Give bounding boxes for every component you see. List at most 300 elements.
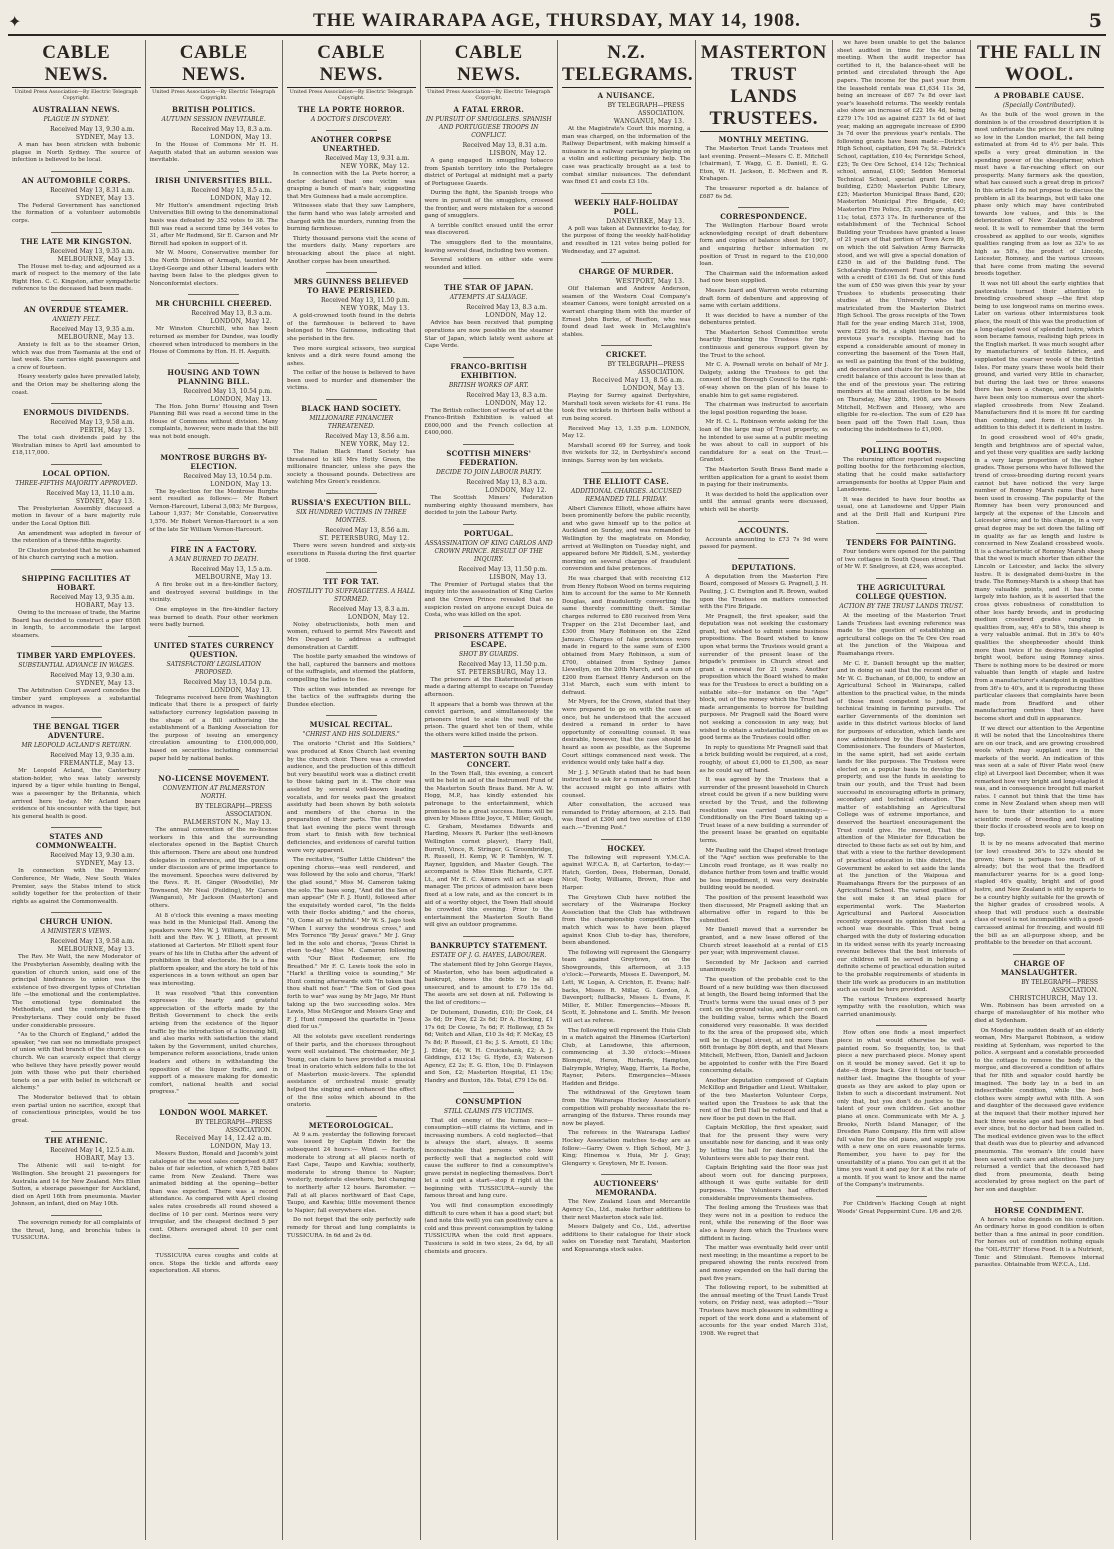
article-divider bbox=[463, 626, 514, 627]
article-paragraph: At the Magistrate's Court this morning, a man was charged, on the information of the Railway Department, with making himself a nuisance in a railway carriage by playing on a violin and soliciting pecuniary help. The case was practically brought as a test to combat similar nuisances. The defendant was fined £1 and costs £3 10s. bbox=[562, 126, 691, 186]
article-place: SYDNEY, May 13. bbox=[75, 860, 135, 868]
article-paragraph: Dr Cluston protested that he was ashamed of his church carrying such a motion. bbox=[12, 547, 141, 562]
article-dateline: Received May 13, 8.3 a.m. bbox=[466, 391, 547, 399]
article-paragraph: Playing for Surrey against Derbyshire, Marshall took seven wickets for 41 runs. He took five wickets in thirteen balls without a run being scored. bbox=[562, 393, 691, 423]
article-subheadline: THREE-FIFTHS MAJORITY APPROVED. bbox=[15, 479, 138, 487]
article bbox=[975, 1206, 1105, 1270]
article bbox=[150, 299, 279, 356]
article-paragraph: Another deputation composed of Captain McKillop and Brigadier and Lieut. Whittaker, of the two Masterton Volunteer Corps, waited upon the Trustees to ask that the rent of the Drill Hall be reduced and that a new floor be put down in the Hall. bbox=[699, 1077, 828, 1122]
article-divider bbox=[463, 278, 514, 279]
article-paragraph: A horse's value depends on his condition. An ordinary horse in good condition is often better than a fine animal in poor condition. For horses out of condition nothing equals the "OIL-RUTH" Horse Food. It is a Nutrient, Tonic and Stimulant. Removes internal parasites. Obtainable from W.F.C.A., Ltd. bbox=[974, 1216, 1104, 1269]
article bbox=[150, 368, 279, 442]
article-divider bbox=[51, 300, 102, 301]
article-paragraph: Mr Myers, for the Crown, stated that they were prepared to go on with the case at once, but he understood that the accused desired a remand in order to have opportunity of consulting counsel. It was desirable, however, that the case should be heard as soon as possible, as the Supreme Court sittings commenced next week. The evidence would only take half a day. bbox=[562, 699, 691, 767]
article-headline: THE ATHENIC. bbox=[44, 1136, 108, 1146]
article-dateline: Received May 13, 9.35 a.m. bbox=[50, 594, 135, 602]
article-dateline: Received May 13, 8.3 a.m. bbox=[466, 479, 547, 487]
article-dateline: Received May 13, 8.56 a.m. bbox=[325, 527, 410, 535]
article-headline: MUSICAL RECITAL. bbox=[309, 720, 393, 730]
article-paragraph: Messrs Izard and Warren wrote returning draft form of debenture and approving of same with certain additions. bbox=[699, 287, 828, 310]
column-4 bbox=[421, 40, 559, 1540]
article bbox=[837, 583, 966, 1019]
article-divider bbox=[188, 171, 239, 172]
article-paragraph: The sovereign remedy for all complaints of the throat, lung, and bronchia tubes is TUSSICURA. bbox=[12, 1219, 141, 1242]
article-paragraph: Telegrams received here from Washington indicate that there is a prospect of fairly satisfactory currency legislation passing in the shape of a Bill authorising the establishment of a Banking Association for the purpose of issuing an emergency circulation amounting to £100,000,000, based on securities including commercial paper held by national banks. bbox=[149, 694, 278, 762]
article-place: DANNEVIRKE, May 13. bbox=[606, 217, 685, 225]
article-paragraph: The position of the present leasehold was then discussed, Mr Pragnell asking that an alternative offer in regard to this be submitted. bbox=[699, 895, 828, 924]
article-paragraph: Captain Brighting said the floor was just about worn out for dancing purposes, although it was quite suitable for drill purposes. The Volunteers had effected considerable improvements themselves. bbox=[699, 1165, 828, 1202]
article-dateline: Received May 13, 8.31 a.m. bbox=[462, 142, 547, 149]
article-headline: LOCAL OPTION. bbox=[42, 468, 111, 478]
article bbox=[837, 40, 966, 435]
article-divider bbox=[463, 746, 514, 747]
article-place: ST. PETERSBURG, May 13. bbox=[456, 668, 547, 676]
article-paragraph: Noisy obstructionists, both men and women, refused to permit Mrs Fawcett and Mrs Despard to address a suffragist demonstration at Cardiff. bbox=[287, 621, 416, 651]
article-divider bbox=[188, 1248, 239, 1249]
column-7 bbox=[833, 40, 971, 1540]
article-dateline: BY TELEGRAPH—PRESS ASSOCIATION. bbox=[195, 803, 272, 819]
article-paragraph: One employee in the fire-kindler factory was burned to death. Four other workmen were badly burned. bbox=[149, 607, 278, 629]
article-paragraph: During the fight, the Spanish troops who were in pursuit of the smugglers, crossed the frontier, and were mistaken for a second gang of smugglers. bbox=[424, 190, 553, 220]
article-headline: HOUSING AND TOWN PLANNING BILL. bbox=[167, 367, 261, 386]
article-headline: MRS GUINNESS BELIEVED TO HAVE PERISHED. bbox=[293, 277, 409, 296]
article-dateline: Received May 13, 8.3 a.m. bbox=[328, 605, 410, 613]
article-divider bbox=[601, 193, 652, 194]
article-paragraph: The returning officer reported respecting polling booths for the forthcoming election, stating that he could make satisfactory arrangements for booths at Upper Plain and Lansdowne. bbox=[837, 456, 966, 494]
article-paragraph: He was charged that with receiving £12 from Henry Robson Wood on terms requiring him to account for the same to Mr Kenneth Douglas, and fraudulently converting the same thereby committing theft. Similar charges referred to £80 received from Vera Trapper on the 21st December last, and £300 from Mary Robinson on the 22nd January. Charges of false pretences were made in regard to the same sum of £300 obtained from Mary Robinson, a sum of £700, obtained from Sydney James Llewellyn, on the 20th March, and a sum of £200 from Earnest Henry Anderson on the 31st March, each sum with intent to defraud. bbox=[562, 575, 691, 696]
columns bbox=[8, 40, 1108, 1540]
article-paragraph: The various Trustees expressed hearty sympathy with the resolution, which was carried unanimously. bbox=[837, 996, 966, 1018]
article-place: MELBOURNE, May 13. bbox=[57, 946, 135, 954]
article-subheadline: SIX HUNDRED VICTIMS IN THREE MONTHS. bbox=[296, 509, 407, 525]
article bbox=[425, 1097, 554, 1257]
article-paragraph: Mr H. C. L. Robinson wrote asking for the loan of the large map of Trust property, as he intended to use same at a public meeting he was about to call in support of his candidature for a seat on the Trust.—Granted. bbox=[699, 419, 828, 464]
article-paragraph: Owing to the increase of trade, the Marine Board has decided to construct a pier 650ft in length, to accommodate the largest steamers. bbox=[12, 610, 141, 639]
article-paragraph: Albert Clarence Elliott, whose affairs have been prominently before the public recently, and who gave himself up to the police at Auckland on Sunday, and was remanded to Wellington by the magistrate on Monday, arrived at Wellington on Tuesday night, and appeared before Mr Riddell, S.M., yesterday morning on several charges of fraudulent conversion and false pretences. bbox=[562, 505, 691, 573]
article-divider bbox=[326, 399, 377, 400]
article-paragraph: Mr Daniell moved that a surrender be granted, and a new lease offered of the Church street leasehold at a rental of £15 per year, with improvement clause. bbox=[699, 927, 828, 957]
article bbox=[562, 91, 691, 187]
article bbox=[425, 362, 554, 438]
article-paragraph: A man has been stricken with bubonic plague in North Sydney. The source of infection is believed to be local. bbox=[12, 142, 141, 164]
article-dateline: Received May 13, 11.50 p.m. bbox=[321, 297, 410, 305]
article bbox=[12, 832, 141, 906]
article-paragraph: The referees in the Wairarapa Ladies' Hockey Association matches to-day are as follow:—Garry Owen v. High School, Mr J. King; Hinemoa v. Huia, Mr J. Gray; Glengarry v. Greytown, Mr E. Iveson. bbox=[562, 1130, 691, 1167]
article-divider bbox=[51, 403, 102, 404]
article-paragraph: It was resolved "that this convention expresses its hearty and grateful appreciation of the efforts made by the British Government to check the evils arising from the existence of the liquor traffic by the introduction of a licensing bill, and also marks with satisfaction the stand taken by the Government, united churches, temperance reform associations, trade union leaders and others in withstanding the opposition of the liquor traffic, and in support of a measure making for domestic comfort, national health and social progress." bbox=[149, 990, 278, 1096]
article-dateline: BY TELEGRAPH—PRESS ASSOCIATION. bbox=[1021, 978, 1098, 994]
article bbox=[562, 1179, 691, 1254]
article-headline: AN AUTOMOBILE CORPS. bbox=[21, 175, 131, 185]
article bbox=[150, 545, 279, 630]
column-1 bbox=[8, 40, 146, 1540]
article-paragraph: Four tenders were opened for the painting of two cottages in South Queen street. That of Mr W. F. Snelgrove, at £24, was accepted. bbox=[837, 549, 966, 571]
article-headline: FIRE IN A FACTORY. bbox=[170, 545, 257, 555]
article-paragraph: The following report, to be submitted at the annual meeting of the Trust Lands Trust voters, on Friday next, was adopted:—"Your Trustees have much pleasure in submitting a report of the work done and a statement of accounts for the year ended March 31st, 1908. We regret that bbox=[699, 1285, 828, 1337]
article-subheadline: ACTION BY THE TRUST LANDS TRUST. bbox=[839, 603, 964, 610]
article bbox=[425, 449, 554, 518]
article-paragraph: "As to the Church of England," added the speaker, "we can see no immediate prospect of union with that branch of the church as a church. We can scarcely expect that clergy who believe they have priestly power would join with those who put their cherished tenets on a par with belief in witchcraft or alchemy." bbox=[12, 1032, 141, 1092]
page-number: 5 bbox=[1088, 10, 1102, 32]
article-subheadline: ESTATE OF J. G. HAYES, LABOURER. bbox=[431, 952, 547, 960]
article-place: LISBON, May 12. bbox=[489, 150, 547, 157]
article-divider bbox=[463, 524, 514, 525]
article bbox=[150, 1108, 279, 1242]
article-paragraph: A gold-crowned tooth found in the debris of the farmhouse is believed to have belonged to Mrs Guinness, indicating that she perished in the fire. bbox=[287, 313, 416, 342]
article-paragraph: The treasurer reported a dr. balance of £687 6s 5d. bbox=[699, 185, 828, 200]
article-subheadline: DECIDE TO JOIN LABOUR PARTY. bbox=[436, 469, 542, 477]
article-subheadline: CONVENTION AT PALMERSTON NORTH. bbox=[162, 785, 265, 801]
article-headline: HOCKEY. bbox=[607, 843, 646, 853]
column-banner: CABLE NEWS. bbox=[12, 42, 141, 88]
article-headline: IRISH UNIVERSITIES BILL. bbox=[155, 175, 273, 185]
article bbox=[12, 1136, 141, 1209]
article-headline: CRICKET. bbox=[605, 350, 647, 360]
article-place: LONDON, May 12. bbox=[485, 399, 547, 407]
article-paragraph: It appears that a bomb was thrown at the convict garrison, and simultaneously the prisoners tried to scale the wall of the prison. The guard shot ten of them, while the others were killed inside the prison. bbox=[424, 701, 553, 738]
article-place: LONDON, May 13. bbox=[210, 686, 272, 694]
article-divider bbox=[326, 272, 377, 273]
article-paragraph: In the House of Commons Mr H. H. Asquith stated that an autumn session was inevitable. bbox=[149, 142, 278, 164]
article-headline: A FATAL ERROR. bbox=[453, 105, 525, 114]
article-subheadline: SUBSTANTIAL ADVANCE IN WAGES. bbox=[18, 662, 135, 670]
article-divider bbox=[188, 636, 239, 637]
article bbox=[562, 198, 691, 256]
article-divider bbox=[326, 493, 377, 494]
article-paragraph: The prisoners at the Ekaterinoslaf prison made a daring attempt to escape on Tuesday afternoon. bbox=[424, 676, 553, 698]
article-subheadline: "CHRIST AND HIS SOLDIERS." bbox=[302, 731, 400, 739]
article-place: MELBOURNE, May 13. bbox=[57, 255, 135, 263]
article-paragraph: The Hon. John Burns' Housing and Town Planning Bill was read a second time in the House of Commons without division. Many complaints, however, were made that the bill was not bold enough. bbox=[149, 403, 278, 441]
article-paragraph: An amendment was adopted in favour of the retention of a three-fifths majority. bbox=[12, 530, 141, 545]
article bbox=[287, 1121, 416, 1240]
article-subheadline: SHOT BY GUARDS. bbox=[459, 650, 519, 658]
article-paragraph: Mr Pauling said the Chapel street frontage of the "Age" section was preferable to the Lincoln road frontage, as it was really no distance further from town and traffic would be less impediment, it was very desirable building would be needed. bbox=[699, 847, 828, 892]
article-place: MELBOURNE, May 13. bbox=[57, 333, 135, 341]
article-divider bbox=[601, 839, 652, 840]
article-headline: METEOROLOGICAL. bbox=[308, 1120, 394, 1130]
article bbox=[700, 135, 829, 201]
wire-credit: United Press Association—By Electric Telegraph Copyright. bbox=[14, 89, 138, 101]
article-dateline: Received May 13, 9.58 a.m. bbox=[50, 938, 135, 946]
article-divider bbox=[876, 1196, 927, 1197]
article-paragraph: Mr Leopold Acland, the Canterbury station-holder, who was lately severely injured by a tiger while hunting in Bengal, was a passenger by the Britannia, which arrived here to-day. Mr Acland bears evidence of his encounter with the tiger, but his general health is good. bbox=[12, 768, 141, 820]
article-paragraph: Marshall scored 69 for Surrey, and took five wickets for 32, in Derbyshire's second innings. Surrey won by ten wickets. bbox=[562, 442, 691, 465]
article-subheadline: ANXIETY FELT. bbox=[52, 315, 101, 323]
article-paragraph: Witnesses state that they saw Lamphere, the farm hand who was lately arrested and charged with the murders, running from the burning farmhouse. bbox=[287, 203, 416, 233]
article-paragraph: It was agreed by the Trustees that a surrender of the present leasehold in Church street could be given if a new building were erected by the Trust, and the following resolution was carried unanimously:—Conditionally on the Fire Board taking up a Trust lease of a new building a surrender of the present lease be granted on equitable terms. bbox=[699, 777, 828, 844]
article-headline: THE LATE MR KINGSTON. bbox=[20, 236, 132, 246]
article-subheadline: MILLIONAIRE FINANCIER THREATENED. bbox=[309, 415, 394, 431]
article-place: ST. PETERSBURG, May 12. bbox=[319, 535, 410, 543]
article-paragraph: A fire broke out in a fire-kindler factory, and destroyed several buildings in the vicinity. bbox=[149, 582, 278, 604]
article-paragraph: Mr Pragnell, the first speaker, said the deputation was not seeking the customary grant, but wished to submit some business propositions. The Board wished to know upon what terms the Trustees would grant a surrender of the present lease of the brigade's premises in Church street and grant a renewal for 21 years. Another proposition which the Board wished to make was for the Trustees to erect a building on a suitable site—for instance on the "Age" block, out of the money which the Trust had made arrangements to borrow for building purposes. Mr Pragnell said the Board were not seeking a concession in any way, but wished to obtain a substantial building on as good terms as the Trustees could offer. bbox=[699, 613, 828, 742]
article-place: LONDON, May 12. bbox=[485, 312, 547, 320]
article-subheadline: STILL CLAIMS ITS VICTIMS. bbox=[443, 1107, 534, 1115]
article-divider bbox=[51, 569, 102, 570]
article bbox=[287, 105, 416, 124]
article-dateline: Received May 13, 8.3 a.m. bbox=[191, 126, 272, 133]
article-divider bbox=[738, 521, 789, 522]
article-headline: DEPUTATIONS. bbox=[731, 562, 796, 572]
article-headline: MONTROSE BURGHS BY-ELECTION. bbox=[160, 452, 268, 471]
article-place: PALMERSTON N., May 13. bbox=[183, 819, 272, 827]
article-headline: STATES AND COMMONWEALTH. bbox=[35, 832, 117, 851]
article-paragraph: The Chairman said the information asked had now been supplied. bbox=[699, 270, 828, 285]
article-subheadline: PLAGUE IN SYDNEY. bbox=[43, 116, 110, 123]
article-subheadline: AUTUMN SESSION INEVITABLE. bbox=[161, 116, 266, 123]
article-paragraph: At 8 o'clock this evening a mass meeting was held in the Municipal Hall. Among the speakers were Mrs W. J. Williams, Rev. F. W. Isitt and the Rev. W. J. Elliott, at present stationed at Carterton. Mr Elliott spent four years of his life in Clutha after the advent of prohibition in that electorate. He is a fine platform speaker, and the story he told of his experiences in a town without an open bar was interesting. bbox=[149, 912, 278, 987]
article-divider bbox=[326, 130, 377, 131]
article-divider bbox=[463, 1092, 514, 1093]
article-headline: CORRESPONDENCE. bbox=[720, 212, 808, 222]
article-divider bbox=[601, 262, 652, 263]
article-divider bbox=[51, 912, 102, 913]
article-paragraph: Messrs Buxton, Ronald and Jacomb's joint catalogue of the wool sales comprised 6,887 bales of fair selection, of which 5,785 bales came from New Zealand. There was animated bidding at the opening—better than was expected. There was a record attendance. As compared with April closing sales rates crossbreds all round showed a decline of 10 per cent. Merinos were very irregular, and the cheapest declined 5 per cent. Others averaged about 10 per cent decline. bbox=[149, 1150, 278, 1241]
article-place: CHRISTCHURCH, May 13. bbox=[1009, 994, 1098, 1002]
article-subheadline: ASSASSINATION OF KING CARLOS AND CROWN PRINCE. RESULT OF THE INQUIRY. bbox=[424, 539, 553, 563]
article-paragraph: Thirty thousand persons visit the scene of the murders daily. Many reporters are bivouacking about the place at night. Another corpse has been unearthed. bbox=[287, 235, 416, 265]
article-paragraph: The question of the probable cost to the Board of a new building was then discussed at length, the Board being informed that the Trust's terms were the usual ones of 5 per cent. on the ground value, and 8 per cent. on the building value, terms which the Board considered very reasonable. It was decided to fix the area of the proposed site, which will be in Chapel street, at not more than 66ft frontage by 80ft depth, and that Messrs Mitchell, McEwen, Eton, Daniell and Jackson be appointed to confer with the Fire Board concerning details. bbox=[699, 977, 828, 1075]
article-paragraph: The Premier of Portugal states that the inquiry into the assassination of King Carlos and the Crown Prince revealed that no suspicion rested on anyone except Duica de Costa, who was killed on the spot. bbox=[424, 581, 553, 619]
article-place: NEW YORK, May 12. bbox=[340, 163, 410, 170]
article-place: LISBON, May 13. bbox=[489, 573, 547, 581]
article-subheadline: MR LEOPOLD ACLAND'S RETURN. bbox=[21, 742, 132, 750]
article-paragraph: Advice has been received that pumping operations are now possible on the steamer Star of Japan, which lately went ashore at Cape Verde. bbox=[424, 320, 553, 350]
article-dateline: Received May 14, 12.5 a.m. bbox=[50, 1147, 135, 1155]
article bbox=[287, 135, 416, 266]
column-3 bbox=[283, 40, 421, 1540]
article bbox=[12, 305, 141, 397]
article-paragraph: Two more surgical scissors, two surgical knives and a dirk were found among the ashes. bbox=[287, 345, 416, 367]
article bbox=[425, 941, 554, 1086]
article bbox=[562, 844, 691, 1169]
article-divider bbox=[51, 1131, 102, 1132]
article-paragraph: The Rev. Mr Watt, the new Moderator of the Presbyterian Assembly, dealing with the question of church union, said one of the principal hindrances to union was the existence of two divergent types of Christian life —the emotional and the contemplative. The emotional type dominated the Methodists, and the contemplative the Presbyterians. They could only be fused under considerable pressure. bbox=[12, 954, 141, 1029]
article bbox=[287, 277, 416, 393]
article-subheadline: A MAN BURNED TO DEATH. bbox=[169, 556, 259, 564]
article bbox=[425, 529, 554, 620]
article-paragraph: Olif Haleman and Andrew Anderson, seamen of the Western Coal Company's steamer Canoes, were tonight arrested on a warrant charging them with the murder of Ernest John Burke, of Reefton, who was found dead last week in McLaughlin's stables. bbox=[562, 286, 691, 338]
article-headline: PORTUGAL. bbox=[463, 528, 514, 538]
article-paragraph: The Arbitration Court award concedes the timber yard employees a substantial advance in wages. bbox=[12, 688, 141, 710]
article-divider bbox=[326, 1116, 377, 1117]
article-headline: SHIPPING FACILITIES AT HOBART. bbox=[21, 574, 131, 593]
article-headline: ACCOUNTS. bbox=[738, 525, 789, 535]
article-headline: FRANCO-BRITISH EXHIBITION. bbox=[450, 361, 528, 380]
article-divider bbox=[188, 448, 239, 449]
article-divider bbox=[51, 717, 102, 718]
article-paragraph: A poll was taken at Dannevirke to-day, for the purpose of fixing the weekly half-holiday and resulted in 121 votes being polled for Wednesday, and 27 against. bbox=[562, 225, 691, 255]
article bbox=[562, 350, 691, 465]
article-headline: WEEKLY HALF-HOLIDAY POLL. bbox=[574, 197, 679, 216]
article-paragraph: The Greytown Club have notified the secretary of the Wairarapa Hockey Association that the Club has withdrawn from the championship competition. The match which was to have been played against Knox Club to-day has, therefore, been abandoned. bbox=[562, 894, 691, 947]
article-dateline: Received May 13, 9.58 a.m. bbox=[50, 419, 135, 427]
article-place: Received May 13, 8.56 a.m. LONDON, May 13. bbox=[592, 377, 685, 393]
article-paragraph: At the meeting of the Masterton Trust Lands Trustees last evening reference was made to the question of establishing an agricultural college on the Te Ore Ore road at the junction of the Waipoua and Ruamahanga rivers. bbox=[837, 613, 966, 657]
article-paragraph: Wm. Robinson has been arrested on a charge of manslaughter of his mother who died at Sydenham. bbox=[974, 1002, 1104, 1024]
article-place: SYDNEY, May 13. bbox=[75, 134, 135, 141]
article bbox=[12, 651, 141, 711]
article-paragraph: Mr Hutton's amendment rejecting Irish Universities Bill owing to the denominational basis was defeated by 352 votes to 38. The Bill was read a second time by 344 votes to 31, after Mr Redmond, Sir E. Carson and Mr Birrell had spoken in support of it. bbox=[149, 202, 278, 247]
article bbox=[700, 563, 829, 1339]
article-paragraph: The statement filed by John George Hayes, of Masterton, who has been adjudicated a bankrupt, shows the debts to be all unsecured, and to amount to £79 15s 6d. The assets are set down at nil. Following is the list of creditors:— bbox=[424, 962, 553, 1006]
article-paragraph: Mr W. Moore, Conservative member for the North Division of Armagh, taunted Mr Lloyd-George and other Liberal leaders with having been false to the pledges given to Nonconformist electors. bbox=[149, 250, 278, 287]
article-paragraph: It was decided to hold the application over until the annual grants were discussed, which will be shortly. bbox=[699, 491, 828, 513]
article bbox=[700, 212, 829, 514]
article-divider bbox=[876, 441, 927, 442]
article-paragraph: After consultation, the accused was remanded to Friday afternoon, at 2.15. Bail was fixed at £300 and two sureties of £150 each.—"Evening Post." bbox=[562, 802, 691, 831]
article-subheadline: ATTEMPTS AT SALVAGE. bbox=[449, 294, 528, 302]
article-place: NEW YORK, May 13. bbox=[340, 305, 410, 313]
article bbox=[287, 720, 416, 1110]
article-paragraph: The following will represent Y.M.C.A. against W.F.C.A. B, at Carterton, to-day:—Hatch, Gordon, Dees, Hoberman, Donald, Nicol, Tooby, Williams, Brown, Hue and Harper. bbox=[562, 854, 691, 891]
article-headline: THE AGRICULTURAL COLLEGE QUESTION. bbox=[855, 583, 947, 601]
article-divider bbox=[51, 171, 102, 172]
article-paragraph: Do not forget that the only perfectly safe remedy for throat and lung complaints is TUSSICURA. In 6d and 2s 6d. bbox=[287, 1217, 416, 1239]
article-paragraph: It was decided to have a number of the debentures printed. bbox=[699, 312, 828, 327]
article-dateline: Received May 13, 8.5 a.m. bbox=[191, 186, 272, 194]
article-place: LONDON, May 13. bbox=[210, 480, 272, 488]
article-divider bbox=[463, 444, 514, 445]
article-paragraph: The Athenic will sail to-night for Wellington. She brought 21 passengers for Australia and 14 for New Zealand. Mrs Ellen Sutton, a steerage passenger for Auckland, died on April 16th from pneumonia. Master Johnson, an infant, died on May 10th. bbox=[12, 1163, 141, 1208]
article-divider bbox=[188, 363, 239, 364]
article-paragraph: It is by no means advocated that merino (or low) crossbred 36's to 32's should be grown; there is perhaps too much of it already; but the wool that the Bradford manufacturer yearns for is a good long-stapled 46's quality, bright and of good lustre, and New Zealand is still by experts to be a country highly suitable for the growth of the higher grades of crossbred wools. A sheep that will produce such a desirable class of wool is not incompatible with a good-carcassed animal for freezing, and would fill the bill as an all-purpose sheep, and be profitable to the breeder on that account. bbox=[974, 841, 1104, 947]
article-paragraph: The by-election for the Montrose Burghs sent resulted as follows:— Mr Robert Vernon-Harcourt, Liberal 3,083; Mr Burgess, Labour 1,937; Mr Constable, Conservative 1,576. Mr Robert Vernon-Harcourt is a son of the late Sir William Vernon-Harcourt. bbox=[149, 488, 278, 533]
article-headline: THE ELLIOTT CASE. bbox=[583, 476, 670, 486]
article-paragraph: Heavy westerly gales have prevailed lately, and the Orion may be sheltering along the coast. bbox=[12, 374, 141, 396]
article-dateline: Received May 13, 1.5 a.m. bbox=[191, 566, 272, 574]
article-paragraph: Messrs Dalgety and Co., Ltd., advertise additions to their catalogue for their stock sales on Tuesday next Taratahi, Masterton and Kopuaranga stock sales. bbox=[562, 1224, 691, 1253]
article-paragraph: Mr Winston Churchill, who has been returned as member for Dundee, was loudly cheered when introduced to members in the House of Commons by Hon. H. H. Asquith. bbox=[149, 326, 278, 356]
article-paragraph: Accounts amounting to £73 7s 9d were passed for payment. bbox=[699, 536, 828, 551]
article-headline: BANKRUPTCY STATEMENT. bbox=[430, 941, 548, 951]
article-dateline: Received May 13, 9.30 a.m. bbox=[50, 852, 135, 860]
article-dateline: Received May 13, 10.54 p.m. bbox=[183, 387, 272, 395]
article-paragraph: At 9 a.m. yesterday the following forecast was issued by Captain Edwin for the subsequent 24 hours:— Wind. — Easterly, moderate to strong at all places north of East Cape, Taupo and Kawhia; southerly, moderate to strong thence to Napier; westerly, moderate elsewhere, but changing to northerly after 12 hours. Barometer. — Fall at all places northward of East Cape, Taupo, and Kawhia; little movement thence to Napier; fall everywhere else. bbox=[287, 1131, 416, 1214]
article-divider bbox=[51, 232, 102, 233]
article-headline: POLLING BOOTHS. bbox=[860, 445, 942, 455]
newspaper-title: THE WAIRARAPA AGE, THURSDAY, MAY 14, 1908. bbox=[313, 10, 801, 31]
article-place: LONDON, May 13. bbox=[210, 134, 272, 141]
article-paragraph: The Scottish Miners' Federation numbering eighty thousand members, has decided to join the Labour Party. bbox=[424, 495, 553, 517]
article-place: PERTH, May 13. bbox=[79, 427, 135, 435]
article-divider bbox=[326, 715, 377, 716]
article-divider bbox=[1013, 1201, 1065, 1202]
article-paragraph: The Federal Government has sanctioned the formation of a volunteer automobile corps. bbox=[12, 202, 141, 224]
column-banner: CABLE NEWS. bbox=[425, 42, 554, 88]
article-headline: CHARGE OF MURDER. bbox=[578, 267, 674, 277]
article-paragraph: The cellar of the house is believed to have been used to murder and dismember the victims. bbox=[287, 370, 416, 392]
article-paragraph: In good crossbred wool of 40's grade, length and brightness are of special value, and yet these very qualities are sadly lacking in a very large proportion of the higher grades. Those persons who have followed the trend of cross-breeding during recent years cannot but have noticed the very large number of Romney Marsh rams that have been used in crossing. The popularity of the Romney has been very pronounced and largely at the expense of the Lincoln and Leicester sires; and to this change, in a very great degree may be set down the falling off in quality as far as length and lustre is concerned in New Zealand crossbred wools. It is a characteristic of Romney Marsh sheep that the wool is much shorter than either the Lincoln or Leicester, and lacks the silvery lustre. It is designated demi-lustre in the trade. The Romney-Marsh is a sheep that has many valuable points, and it has come largely into fashion, as it is asserted that the cross gives robustness of constitution to other less hardy breeds, and in producing medium crossbred grades ranging in qualities from, say, 46's to 58's, this sheep is a very valuable animal. But in 36's to 40's qualities the sheepbreeder should think more than twice if he desires long-stapled bright wool, before using Romney sires. There is nothing more to be desired or more valuable than length of staple and lustre from a manufacturer's standpoint in qualities from 36's to 40's, and it is reproducing these particular classes that complaints have been made from Bradford and other manufacturing centres that they have become short and dull in appearance. bbox=[974, 434, 1104, 722]
article bbox=[150, 1253, 279, 1276]
article-paragraph: This action was intended as revenge for the tactics of the suffragists during the Dundee election. bbox=[287, 686, 416, 708]
article bbox=[975, 959, 1105, 1195]
article-paragraph: You will find consumption exceedingly difficult to cure when it has a good start; but (and note this well) you can positively cure a cold and thus prevent consumption by taking TUSSICURA when the cold first appears. Tussicura is sold in two sizes, 2s 6d, by all chemists and grocers. bbox=[424, 1203, 553, 1255]
article bbox=[150, 453, 279, 535]
article-divider bbox=[51, 827, 102, 828]
article-divider bbox=[601, 345, 652, 346]
article bbox=[150, 176, 279, 289]
article-place: LONDON, May 12. bbox=[485, 487, 547, 495]
article-headline: AN OVERDUE STEAMER. bbox=[23, 304, 129, 314]
article bbox=[12, 408, 141, 458]
article-place: LONDON, May 12. bbox=[210, 318, 272, 326]
article-divider bbox=[463, 357, 514, 358]
column-banner: N.Z. TELEGRAMS. bbox=[562, 42, 691, 88]
article bbox=[150, 774, 279, 1097]
article bbox=[150, 105, 279, 165]
article-dateline: Received May 13, 8.3 a.m. bbox=[466, 304, 547, 312]
article-paragraph: The smugglers fled to the mountains, leaving several dead, including two women. bbox=[424, 239, 553, 254]
article-divider bbox=[51, 646, 102, 647]
article-place: SYDNEY, May 13. bbox=[75, 194, 135, 202]
article-divider bbox=[601, 472, 652, 473]
article-headline: CONSUMPTION bbox=[455, 1096, 523, 1106]
article-paragraph: In connection with the Premiers' Conference, Mr Wade, New South Wales Premier, says the States intend to stick solidly together for the protection of their rights as against the Commonwealth. bbox=[12, 868, 141, 905]
article-headline: CHURCH UNION. bbox=[39, 917, 113, 927]
article bbox=[12, 469, 141, 563]
wire-credit: United Press Association—By Electric Telegraph Copyright. bbox=[152, 89, 276, 101]
article-place: WANGANUI, May 13. bbox=[613, 118, 685, 125]
column-banner: MASTERTON TRUST LANDS TRUSTEES. bbox=[700, 42, 829, 132]
article-paragraph: The following will represent the Glengarry team against Greytown, on the Showgrounds, this afternoon, at 3.15 o'clock:—Forwards, Misses E. Davenport, M. Lett, W. Logan, A. Crichton, E. Evans; half-backs, Misses R. Millar, G. Gordon, A. Davenport; fullbacks, Misses L. Evans, F. Miller, E. Miller. Emergencies—Misses R. Scott, E. Johnstone and L. Smith. Mr Iveson will act as referee. bbox=[562, 949, 691, 1025]
article-dateline: BY TELEGRAPH—PRESS ASSOCIATION. bbox=[195, 1118, 272, 1134]
column-banner: CABLE NEWS. bbox=[287, 42, 416, 88]
article-place: Received May 14, 12.42 a.m. LONDON, May 13. bbox=[175, 1134, 272, 1150]
article bbox=[837, 446, 966, 527]
article-headline: TENDERS FOR PAINTING. bbox=[846, 538, 957, 548]
article-headline: CHARGE OF MANSLAUGHTER. bbox=[1001, 958, 1078, 977]
article-place: WESTPORT, May 13. bbox=[615, 278, 685, 286]
article-paragraph: TUSSICURA cures coughs and colds at once. Stops the tickle and affords easy expectoration. All stores. bbox=[149, 1253, 278, 1275]
article-place: SYDNEY, May 13. bbox=[75, 497, 135, 505]
article-headline: AUCTIONEERS' MEMORANDA. bbox=[593, 1179, 659, 1198]
article-paragraph: Mr J. J. M'Grath stated that he had been instructed to ask for a remand in order that the accused might go into affairs with counsel. bbox=[562, 769, 691, 799]
article-paragraph: It was not till about the early eighties that pastoralists turned their attention to breeding crossbred sheep —the first step being to use longwool rams on merino ewes. Later on various other intermixtures took place, the result of this was the production of a long-stapled wool of splendid lustre, which soon became famous, realising high prices in the English market. It was much sought after by manufacturers of textile fabrics, and supplanted the coarser wools of the British Isles. For many years these wools held their ground, and varied very little in character, but during the last two or three seasons there has been a change, and complaints have been only too numerous over the short-stapled crossbreds from New Zealand. Manufacturers find it is more fit for carding than combing, and form it stumpy. In addition to this defect it is deficient in lustre. bbox=[974, 281, 1104, 432]
article bbox=[12, 722, 141, 821]
article-paragraph: In the Town Hall, this evening, a concert will be held in aid of the Instrument Fund of the Masterton South Brass Band. Mr A. W. Hogg, M.P., has kindly extended his patronage to the entertainment, which promises to be a great success. Items will be given by Misses Ettie Joyce, T. Miller, Gough, C. Graham, Mesdames Edwards and Harding, Messrs R. Parker (the well-known Wellington cornet player), Harry Hall, Burrell, Vince, R. Stringer, G. Groombridge, R. Russell, H. Kemp, W. P. Tamblyn, W. T. Rayner, Iggulden, and Master Gough. The accompanist is Miss Elsie Richards, C.P.T. Lt., and Mr E. C. Aimers will act as stage manager. The prices of admission have been fixed at a low rate, and as the concert is in aid of a worthy object, the Town Hall should be crowded this evening. Prior to the entertainment the Masterton South Band will give an outdoor programme. bbox=[424, 770, 553, 929]
article bbox=[12, 237, 141, 294]
article-paragraph: The annual convention of the no-license workers in this and the surrounding electorates opened in the Baptist Church this afternoon. There are about one hundred delegates in conference, and the questions under discussion are of prime importance to the movement. Speeches were delivered by the Revs. R. H. Ginger (Woodville), Mr Townsend, Mr Neal (Feilding), Mr Carson (Wanganui), Mr Jackson (Masterton) and others. bbox=[149, 827, 278, 910]
article-headline: LONDON WOOL MARKET. bbox=[159, 1107, 269, 1117]
article-dateline: Received May 13, 9.30 a.m. bbox=[50, 126, 135, 133]
article-paragraph: we have been unable to get the balance sheet audited in time for the annual meeting. When the audit inspector has certified to it, the balance-sheet will be printed and circulated through the Age papers. The income for the past year from the leasehold rentals was £1,634 11s 3d, being an increase of £67 7s 8d over last year's leasehold returns. The weekly rentals also show an increase of £22 16s 4d, being £279 17s 10d as against £257 1s 6d of last year, making an aggregate increase of £990 3s 7d over the previous year's rentals. The following grants have been made:—District High School, capitation, £94 7s; St. Patrick's School, capitation, £10 4s; Fernridge School, £25; Te Ore Ore School, £14 12s; Technical school, annual, £100; Seddon Memorial Technical School, special grant for new building, £250; Masterton Public Library, £25; Masterton Municipal Brass Band, £20; Masterton Municipal Fire Brigade, £40; Masterton Fire Police, £5; sundry grants, £3 11s; total, £573 17s. In furtherance of the establishment of the Technical School Building your Trustees have granted a lease of 21 years of that portion of Town Acre 89, on which the old Salvation Army Barracks stood, and we will give a special donation of £250 in aid of the Building fund. The Scholarship Endowment Fund now stands with a credit of £161 3s 6d. Out of this fund the sum of £50 was given this year by your Trustees to students prosecuting their studies at the University who had matriculated from the Masterton District High School. The gross receipts of the Town Hall for the year ending March 31st, 1908, were £293 6s 9d, a slight increase on the previous year's receipts. Having had to expend a considerable amount of money in converting the basement of the Town Hall, as well as painting the front of the building, and decoration and chairs for the inside, the credit balance of this account is less than at the end of the previous year. The retiring members at the annual election to be held on Thursday, May 28th, 1908, are Messrs Mitchell, McEwen and Hessey, who are eligible for re-election. The sum of £29 has been paid off the Town Hall Loan, thus reducing the indebtedness to £1,000. bbox=[837, 40, 966, 434]
article-dateline: Received May 13, 11.10 a.m. bbox=[46, 489, 135, 497]
article-paragraph: For Children's Hacking Cough at night Woods' Great Peppermint Cure. 1/6 and 2/6. bbox=[837, 1200, 966, 1215]
article-paragraph: All the soloists gave excellent renderings of their parts, and the choruses throughout were well sustained. The choirmaster, Mr J. Young, can claim to have provided a musical treat in oratorio which seldom falls to the lot of Masterton music-lovers. The splendid assistance of orchestral music greatly helped the singing and enhanced the effect of the fine solos which abound in the oratorio. bbox=[287, 1033, 416, 1109]
column-banner: CABLE NEWS. bbox=[150, 42, 279, 88]
article bbox=[425, 631, 554, 740]
article-divider bbox=[51, 1215, 102, 1216]
article bbox=[12, 105, 141, 165]
article-paragraph: How often one finds a most imperfect piece in what would otherwise be well-painted room. So frequently, too, is that piece a new purchased piece. Money spent on it would be money saved. Get it up to date—it drops back. Give it tone or touch—neither last. Imagine the thoughts of your guests as they are asked to play upon or listen to such a discordant instrument. Not only that, but you don't do justice to the talent of your own children. Get another piano at once. Communicate with Mr A. J. Brooks, North Island Manager, of the Dresden Piano Company. His firm will allow full value for the old piano, and supply you with a new one on sure reasonable terms. Remember, you have to pay for the unsuitability of a piano. You can get it at the time you want it and pay for it at the rate of a month. If you want to know and the name of the Company's instruments. bbox=[837, 1030, 966, 1189]
article-divider bbox=[188, 540, 239, 541]
article bbox=[562, 477, 691, 833]
article-dateline: Received May 13, 9.35 a.m. bbox=[50, 247, 135, 255]
article-paragraph: The British collection of works of art at the Franco-British Exhibition is valued at £600,000 and the French collection at £400,000. bbox=[424, 407, 553, 437]
article-headline: ANOTHER CORPSE UNEARTHED. bbox=[310, 135, 392, 153]
article bbox=[12, 176, 141, 226]
article-paragraph: The Presbyterian Assembly discussed a motion in favour of a bare majority rule under the Local Option Bill. bbox=[12, 505, 141, 528]
article bbox=[150, 641, 279, 763]
article-paragraph: Mr C. A. Pownall wrote on behalf of Mr J. Dalgety, asking the Trustees to get the consent of the Borough Council to the right-of-way shown on the plan of his lease to enable him to get same registered. bbox=[699, 362, 828, 399]
article-paragraph: Anxiety is felt as to the steamer Orion, which was due from Tasmania at the end of last week. She carries eight passengers and a crew of fourteen. bbox=[12, 341, 141, 371]
article-dateline: Received May 13, 9.35 a.m. bbox=[50, 752, 135, 760]
article-dateline: BY TELEGRAPH—PRESS ASSOCIATION. bbox=[607, 361, 685, 377]
article bbox=[837, 538, 966, 572]
article-paragraph: The matter was eventually held over until next meeting; in the meantime a report to be prepared showing the rents received from and money expended on the hall during the past five years. bbox=[699, 1245, 828, 1282]
